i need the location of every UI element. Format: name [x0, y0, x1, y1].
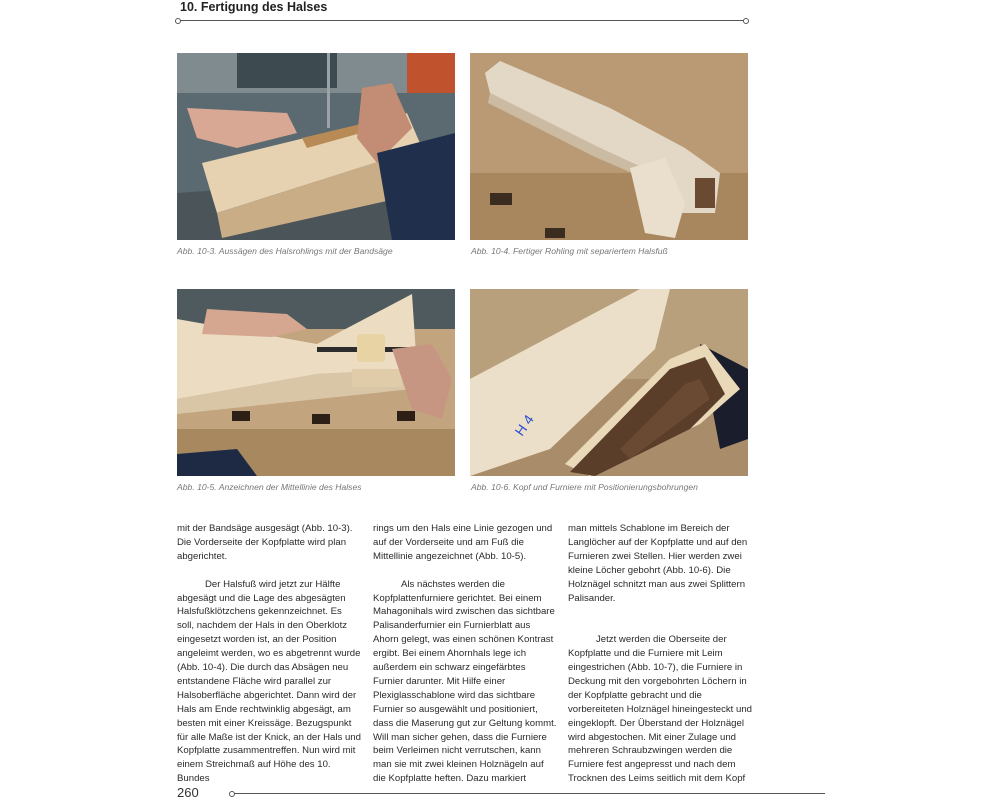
figure-10-4-photo	[470, 53, 748, 240]
figure-10-6-photo	[470, 289, 748, 476]
figure-10-3-caption: Abb. 10-3. Aussägen des Halsrohlings mit der Bandsäge	[177, 246, 393, 256]
paragraph: mit der Bandsäge ausgesägt (Abb. 10-3). Die Vorderseite der Kopfplatte wird plan abgerichtet.	[177, 523, 353, 562]
figure-10-3-photo	[177, 53, 455, 240]
paragraph: man mittels Schablone im Bereich der Langlöcher auf der Kopfplatte und auf den Furnieren zwei Stellen. Hier werden zwei kleine Löcher gebohrt (Abb. 10-6). Die Holznägel schnitzt man aus zwei Splittern Palisander.	[568, 523, 748, 604]
figure-10-5-caption: Abb. 10-5. Anzeichnen der Mittellinie des Halses	[177, 482, 362, 492]
page-number: 260	[177, 785, 199, 800]
text-column-1	[177, 522, 361, 786]
footer-rule	[232, 793, 825, 794]
paragraph: Der Halsfuß wird jetzt zur Hälfte abgesägt und die Lage des abgesägten Halsfußklötzchens gekennzeichnet. Es soll, nachdem der Hals in den Oberklotz eingesetzt worden ist, an der Position angeleimt werden, wo es abgetrennt wurde (Abb. 10-4). Die durch das Absägen neu entstandene Fläche wird parallel zur Halsoberfläche abgerichtet. Dann wird der Hals am Ende rechtwinklig abgesägt, am besten mit einer Kreissäge. Bezugspunkt für alle Maße ist der Knick, an der Hals und Kopfplatte zusammentreffen. Nun wird mit einem Streichmaß auf Höhe des 10. Bundes	[177, 578, 361, 785]
figure-10-6-caption: Abb. 10-6. Kopf und Furniere mit Positionierungsbohrungen	[471, 482, 698, 492]
paragraph: rings um den Hals eine Linie gezogen und auf der Vorderseite und am Fuß die Mittellinie angezeichnet (Abb. 10-5).	[373, 523, 553, 562]
text-column-3	[568, 522, 752, 786]
paragraph: Jetzt werden die Oberseite der Kopfplatte und die Furniere mit Leim eingestrichen (Abb. 10-7), die Furniere in Deckung mit den vorgebohrten Löchern in der Kopfplatte gebracht und die vorbereiteten Holznägel hineingesteckt und eingeklopft. Der Überstand der Holznägel wird abgestochen. Mit einer Zulage und mehreren Schraubzwingen werden die Furniere fest angepresst und nach dem Trocknen des Leims seitlich mit dem Kopf	[568, 634, 753, 785]
veneer-mark-label: H 4	[511, 411, 537, 439]
header-rule	[178, 20, 746, 21]
figure-10-4-caption: Abb. 10-4. Fertiger Rohling mit separiertem Halsfuß	[471, 246, 668, 256]
text-column-2	[373, 522, 557, 786]
figure-10-5-photo	[177, 289, 455, 476]
paragraph: Als nächstes werden die Kopfplattenfurniere gerichtet. Bei einem Mahagonihals wird zwischen das sichtbare Palisanderfurnier ein Furnierblatt aus Ahorn gelegt, was einen schönen Kontrast ergibt. Bei einem Ahornhals lege ich außerdem ein schwarz eingefärbtes Furnier darunter. Mit Hilfe einer Plexiglasschablone wird das sichtbare Furnier so ausgewählt und positioniert, dass die Maserung gut zur Geltung kommt. Will man sicher gehen, dass die Furniere beim Verleimen nicht verrutschen, kann man sie mit zwei kleinen Holznägeln auf die Kopfplatte heften. Dazu markiert	[373, 578, 557, 785]
page-title: 10. Fertigung des Halses	[180, 0, 328, 14]
